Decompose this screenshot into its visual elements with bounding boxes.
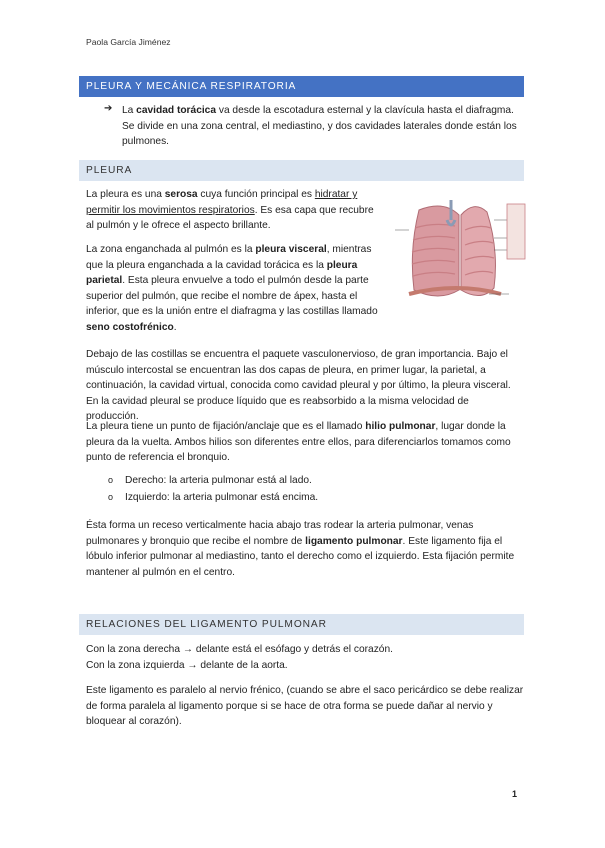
pleura-anatomy-illustration <box>389 190 526 317</box>
paragraph-hilio-pulmonar: La pleura tiene un punto de fijación/anclaje que es el llamado hilio pulmonar, lugar donde la pleura da la vuelta. Ambos hilios son diferentes entre ellos, para diferenciarlos tomamos como punto de referencia el bronquio. <box>86 421 511 463</box>
bullet-marker: o <box>108 492 114 502</box>
relaciones-lines: Con la zona derecha → delante está el esófago y detrás el corazón. Con la zona izquierda → delante de la aorta. <box>86 644 393 671</box>
bullet-marker: o <box>108 475 114 485</box>
paragraph-paquete-vasculonervioso: Debajo de las costillas se encuentra el paquete vasculonervioso, de gran importancia. Bajo el músculo intercostal se encuentran las dos capas de pleura, en primer lugar, la parietal, a continuación, la cavidad virtual, conocida como cavidad pleural y por último, la pleura visceral. En la cavidad pleural se produce líquido que es reabsorbido a la misma velocidad de producción. <box>86 349 511 422</box>
page-number: 1 <box>512 789 518 799</box>
intro-text: La cavidad torácica va desde la escotadura esternal y la clavícula hasta el diafragma. Se divide en una zona central, el mediastino, y dos cavidades laterales donde están los pulmones. <box>122 105 517 147</box>
author-name: Paola García Jiménez <box>86 37 171 47</box>
section-header-pleura: PLEURA <box>79 160 524 181</box>
paragraph-ligamento-pulmonar: Ésta forma un receso verticalmente hacia abajo tras rodear la arteria pulmonar, venas pulmonares y bronquio que recibe el nombre de ligamento pulmonar. Este ligamento fija el lóbulo inferior pulmonar al mediastino, tanto el derecho como el izquierdo. Esta fijación permite mantener al pulmón en el centro. <box>86 520 515 578</box>
section-header-relaciones: RELACIONES DEL LIGAMENTO PULMONAR <box>79 614 524 635</box>
paragraph-pleura-visceral-parietal: La zona enganchada al pulmón es la pleura visceral, mientras que la pleura enganchada a la cavidad torácica es la pleura parietal. Esta pleura envuelve a todo el pulmón desde la parte superior del pulmón, que recibe el nombre de ápex, hasta el inferior, que es la unión entre el diafragma y las costillas llamado seno costofrénico. <box>86 244 378 333</box>
section-header-pleura-mecanica: PLEURA Y MECÁNICA RESPIRATORIA <box>79 76 524 97</box>
intro-bullet <box>104 103 524 150</box>
arrow-icon: ➔ <box>104 103 113 114</box>
paragraph-nervio-frenico: Este ligamento es paralelo al nervio frénico, (cuando se abre el saco pericárdico se debe realizar de forma paralela al ligamento porque si se hace de otra forma se puede dañar al nervio y bloquear al corazón). <box>86 685 524 727</box>
paragraph-serosa: La pleura es una serosa cuya función principal es hidratar y permitir los movimientos respiratorios. Es esa capa que recubre al pulmón y le ofrece el aspecto brillante. <box>86 189 374 231</box>
